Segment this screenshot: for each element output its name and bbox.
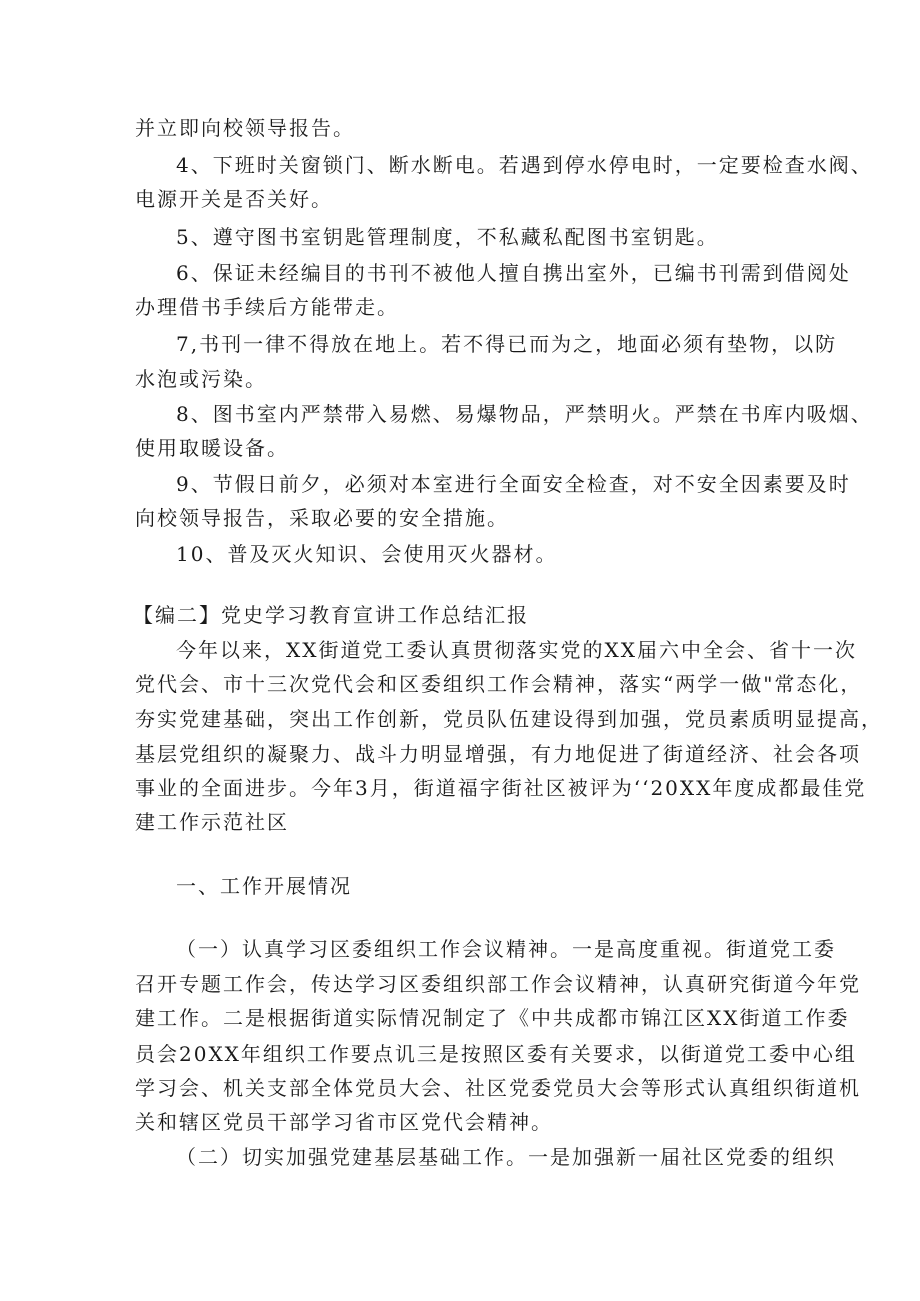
para1-line-1: （一）认真学习区委组织工作会议精神。一是高度重视。街道党工委 bbox=[176, 937, 836, 961]
intro-line-2: 党代会、市十三次党代会和区委组织工作会精神，落实“两学一做"常态化， bbox=[135, 672, 863, 696]
subheading: 一、工作开展情况 bbox=[176, 874, 352, 898]
intro-line-1: 今年以来，XX街道党工委认真贯彻落实党的XX届六中全会、省十一次 bbox=[176, 638, 857, 662]
rule-7-line-2: 水泡或污染。 bbox=[135, 367, 267, 391]
rule-8-line-2: 使用取暖设备。 bbox=[135, 436, 289, 460]
intro-line-6: 建工作示范社区 bbox=[135, 810, 289, 834]
rule-10-line-1: 10、普及灭火知识、会使用灭火器材。 bbox=[176, 542, 558, 566]
rule-4-line-2: 电源开关是否关好。 bbox=[135, 187, 333, 211]
intro-line-5: 事业的全面进步。今年3月，街道福字街社区被评为‘‘20XX年度成都最佳党 bbox=[135, 776, 867, 800]
para1-line-3: 建工作。二是根据街道实际情况制定了《中共成都市锦江区XX街道工作委 bbox=[135, 1006, 850, 1030]
rule-6-line-1: 6、保证未经编目的书刊不被他人擅自携出室外，已编书刊需到借阅处 bbox=[176, 261, 851, 285]
rule-4-line-1: 4、下班时关窗锁门、断水断电。若遇到停水停电时，一定要检查水阀、 bbox=[176, 153, 873, 177]
para1-line-4: 员会20XX年组织工作要点讥三是按照区委有关要求，以街道党工委中心组 bbox=[135, 1042, 857, 1066]
rule-8-line-1: 8、图书室内严禁带入易燃、易爆物品，严禁明火。严禁在书库内吸烟、 bbox=[176, 402, 873, 426]
section-title: 【编二】党史学习教育宣讲工作总结汇报 bbox=[133, 603, 529, 627]
rule-9-line-1: 9、节假日前夕，必须对本室进行全面安全检查，对不安全因素要及时 bbox=[176, 472, 851, 496]
rule-9-line-2: 向校领导报告，采取必要的安全措施。 bbox=[135, 506, 509, 530]
para2-line-1: （二）切实加强党建基层基础工作。一是加强新一届社区党委的组织 bbox=[176, 1145, 836, 1169]
para1-line-6: 关和辖区党员干部学习省市区党代会精神。 bbox=[135, 1110, 553, 1134]
rule-6-line-2: 办理借书手续后方能带走。 bbox=[135, 295, 399, 319]
rule-7-line-1: 7,书刊一律不得放在地上。若不得已而为之，地面必须有垫物，以防 bbox=[176, 332, 838, 356]
intro-line-4: 基层党组织的凝聚力、战斗力明显增强，有力地促进了街道经济、社会各项 bbox=[135, 742, 861, 766]
intro-line-3: 夯实党建基础，突出工作创新，党员队伍建设得到加强，党员素质明显提高， bbox=[135, 707, 883, 731]
para1-line-5: 学习会、机关支部全体党员大会、社区党委党员大会等形式认真组织街道机 bbox=[135, 1076, 861, 1100]
rule-continuation-line: 并立即向校领导报告。 bbox=[135, 116, 355, 140]
rule-5-line-1: 5、遵守图书室钥匙管理制度，不私藏私配图书室钥匙。 bbox=[176, 225, 719, 249]
para1-line-2: 召开专题工作会，传达学习区委组织部工作会议精神，认真研究街道今年党 bbox=[135, 972, 861, 996]
